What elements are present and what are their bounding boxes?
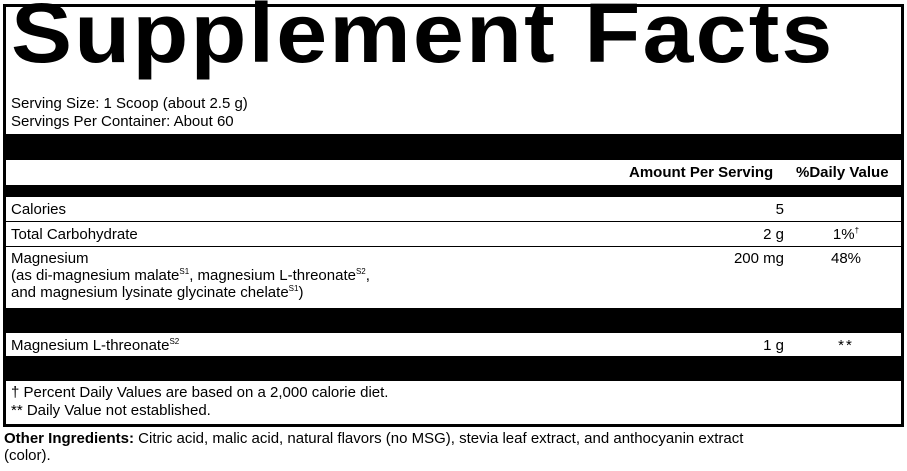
- serving-size: Serving Size: 1 Scoop (about 2.5 g): [11, 95, 248, 112]
- row-carbohydrate-dv: [806, 226, 886, 243]
- servings-per-container: Servings Per Container: About 60: [11, 113, 234, 130]
- magnesium-detail-part: ): [298, 284, 304, 301]
- row-carbohydrate-name: Total Carbohydrate: [11, 226, 138, 243]
- footnote-not-established: ** Daily Value not established.: [11, 402, 211, 419]
- threonate-name-text: Magnesium L-threonate: [11, 337, 170, 354]
- row-threonate-dv: **: [838, 337, 854, 354]
- amount-per-serving-header: Amount Per Serving: [629, 164, 774, 181]
- magnesium-detail-part: , magnesium L-threonate: [189, 267, 356, 284]
- thick-divider-top: [6, 134, 901, 160]
- thick-divider-middle: [6, 308, 901, 333]
- magnesium-detail-part: ,: [365, 267, 370, 284]
- superscript-note: S2: [169, 337, 180, 346]
- row-threonate-amount: 1 g: [763, 337, 784, 354]
- footnote-daily-values: † Percent Daily Values are based on a 2,000 calorie diet.: [11, 384, 389, 401]
- thick-divider-header: [6, 185, 901, 197]
- row-magnesium-name: Magnesium: [11, 250, 89, 267]
- other-ingredients-label: Other Ingredients:: [4, 430, 135, 447]
- other-ingredients: [4, 430, 764, 464]
- superscript-note: S1: [179, 267, 190, 276]
- daily-value-header: %Daily Value: [796, 164, 889, 181]
- row-calories-amount: 5: [775, 201, 784, 218]
- panel-title: Supplement Facts: [11, 0, 835, 80]
- row-threonate-name: [11, 337, 179, 354]
- row-magnesium-detail-line2: [11, 284, 303, 301]
- superscript-note: S1: [288, 284, 299, 293]
- superscript-note: S2: [355, 267, 366, 276]
- magnesium-detail-part: (as di-magnesium malate: [11, 267, 180, 284]
- row-magnesium-dv: 48%: [830, 250, 862, 267]
- row-magnesium-amount: 200 mg: [733, 250, 784, 267]
- row-carbohydrate-amount: 2 g: [763, 226, 784, 243]
- carbohydrate-dv-value: 1%: [832, 226, 855, 243]
- thick-divider-bottom: [6, 356, 901, 381]
- magnesium-detail-part: and magnesium lysinate glycinate chelate: [11, 284, 289, 301]
- supplement-facts-panel: [3, 0, 904, 427]
- dagger-mark: †: [854, 226, 860, 235]
- row-calories-name: Calories: [11, 201, 67, 218]
- row-magnesium-detail-line1: [11, 267, 370, 284]
- other-ingredients-text: Citric acid, malic acid, natural flavors (no MSG), stevia leaf extract, and anthocyanin extract (color).: [4, 430, 744, 464]
- row-divider: [6, 221, 901, 222]
- row-divider: [6, 246, 901, 247]
